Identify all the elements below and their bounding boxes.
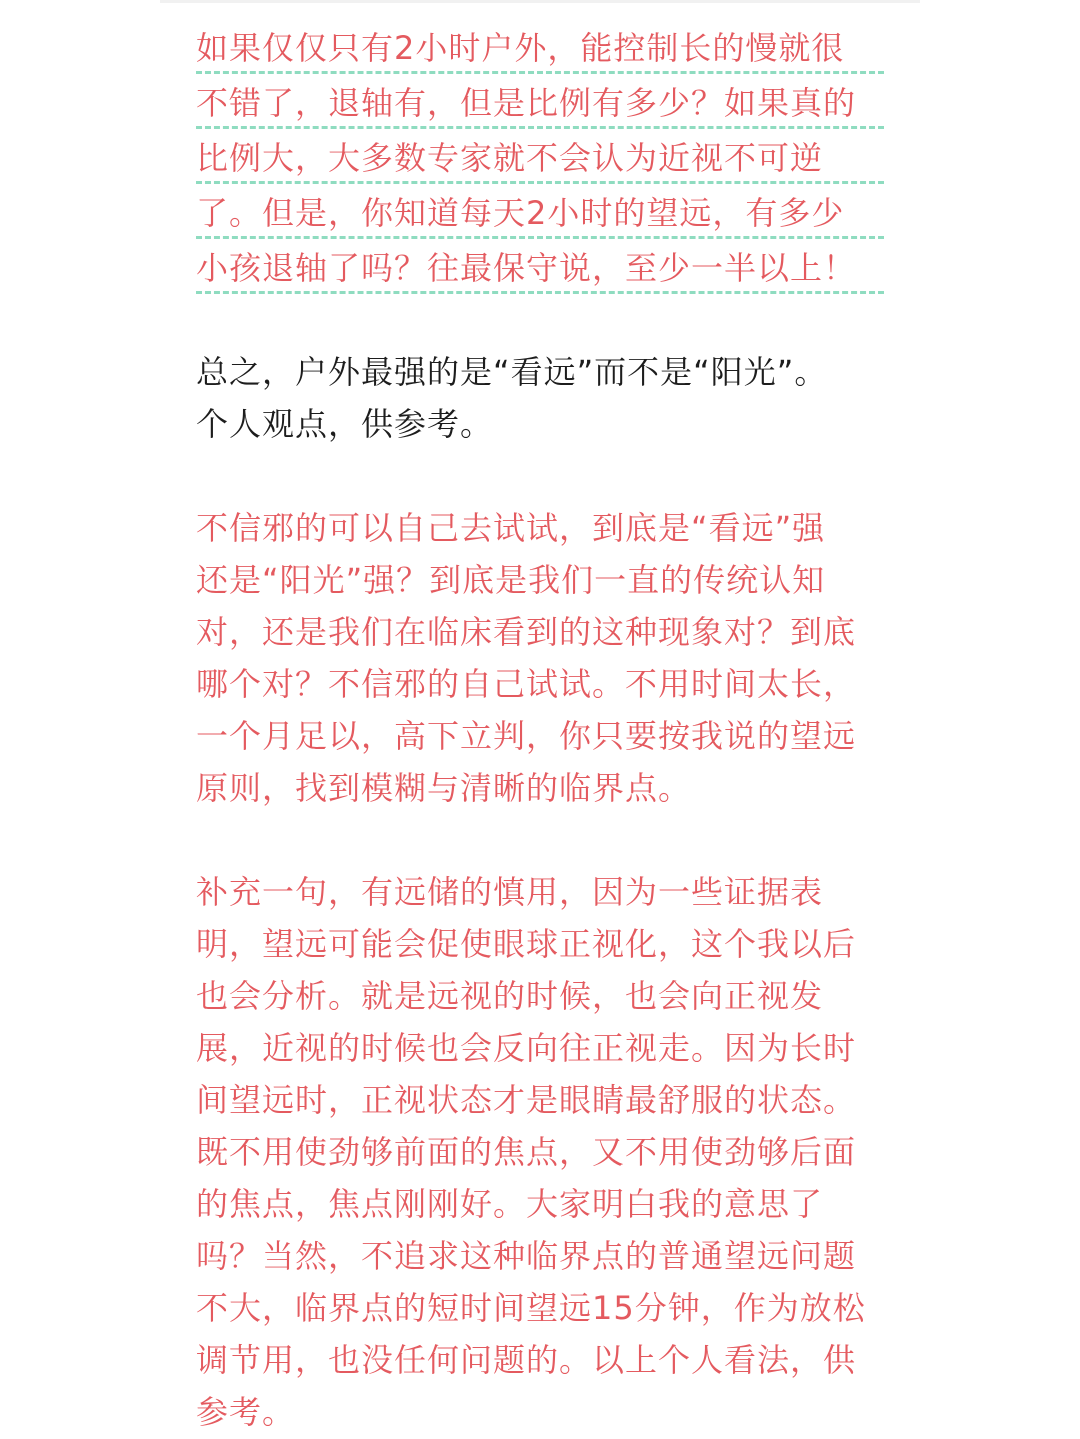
text-line: 间望远时，正视状态才是眼睛最舒服的状态。 (196, 1081, 857, 1119)
text-line: 调节用，也没任何问题的。以上个人看法，供 (196, 1341, 857, 1379)
text-line: 原则，找到模糊与清晰的临界点。 (196, 769, 692, 807)
text-line: 了。但是，你知道每天2小时的望远，有多少 (196, 187, 884, 239)
paragraph-try-it (196, 502, 884, 814)
text-line: 不信邪的可以自己去试试，到底是“看远”强 (196, 509, 826, 547)
text-line: 不大，临界点的短时间望远15分钟，作为放松 (196, 1289, 866, 1327)
text-line: 对，还是我们在临床看到的这种现象对？到底 (196, 613, 857, 651)
top-divider (160, 0, 920, 3)
text-line: 比例大，大多数专家就不会认为近视不可逆 (196, 132, 884, 184)
text-line: 展，近视的时候也会反向往正视走。因为长时 (196, 1029, 857, 1067)
text-line: 小孩退轴了吗？往最保守说，至少一半以上！ (196, 242, 884, 294)
text-line: 如果仅仅只有2小时户外，能控制长的慢就很 (196, 22, 884, 74)
text-line: 不错了，退轴有，但是比例有多少？如果真的 (196, 77, 884, 129)
paragraph-summary (196, 346, 884, 450)
text-line: 补充一句，有远储的慎用，因为一些证据表 (196, 873, 824, 911)
text-line: 的焦点，焦点刚刚好。大家明白我的意思了 (196, 1185, 824, 1223)
text-line: 个人观点，供参考。 (196, 405, 494, 443)
text-line: 总之，户外最强的是“看远”而不是“阳光”。 (196, 353, 828, 391)
text-line: 一个月足以，高下立判，你只要按我说的望远 (196, 717, 857, 755)
text-line: 还是“阳光”强？到底是我们一直的传统认知 (196, 561, 826, 599)
text-line: 吗？当然，不追求这种临界点的普通望远问题 (196, 1237, 857, 1275)
paragraph-outdoor-time (196, 22, 884, 294)
paragraph-supplement (196, 866, 884, 1438)
article-body (196, 22, 884, 1438)
text-line: 既不用使劲够前面的焦点，又不用使劲够后面 (196, 1133, 857, 1171)
text-line: 也会分析。就是远视的时候，也会向正视发 (196, 977, 824, 1015)
text-line: 哪个对？不信邪的自己试试。不用时间太长， (196, 665, 857, 703)
text-line: 参考。 (196, 1393, 296, 1431)
text-line: 明，望远可能会促使眼球正视化，这个我以后 (196, 925, 857, 963)
